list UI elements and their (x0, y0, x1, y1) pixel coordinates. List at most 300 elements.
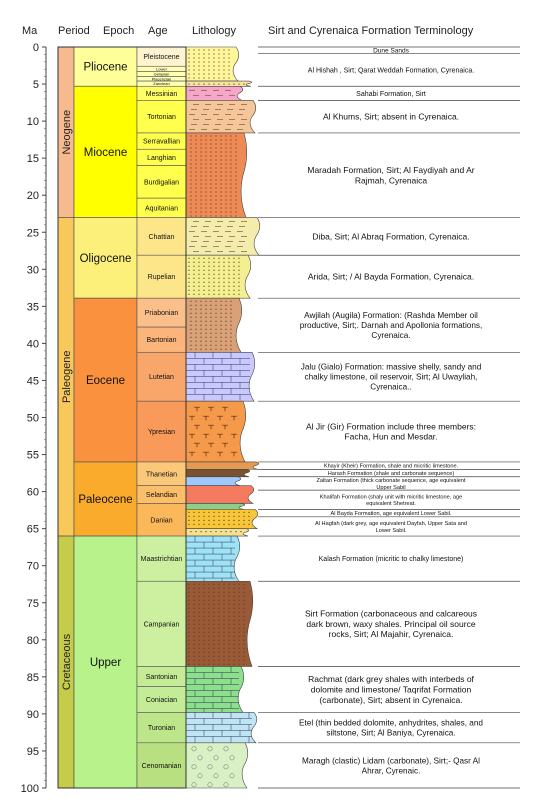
period-column (58, 47, 74, 788)
pattern-dot (200, 163, 201, 164)
terminology-text: rocks, Sirt; Al Majahir, Cyrenaica. (328, 629, 454, 640)
pattern-dot (210, 313, 211, 314)
pattern-dot (218, 77, 219, 78)
pattern-dot (218, 270, 219, 271)
age-label: Selandian (145, 492, 178, 500)
pattern-dot (200, 191, 201, 192)
pattern-dot (200, 211, 201, 212)
pattern-dot (188, 282, 189, 283)
pattern-dot (223, 266, 224, 267)
pattern-dot (233, 520, 234, 521)
pattern-dot (230, 195, 231, 196)
pattern-dot (225, 301, 226, 302)
pattern-dot (233, 294, 234, 295)
pattern-dot (248, 512, 249, 513)
pattern-dot (195, 317, 196, 318)
pattern-dot (198, 77, 199, 78)
pattern-dot (215, 187, 216, 188)
pattern-dot (195, 147, 196, 148)
pattern-dot (200, 341, 201, 342)
pattern-dot (198, 604, 199, 605)
pattern-dot (235, 211, 236, 212)
pattern-dot (190, 195, 191, 196)
pattern-dot (238, 258, 239, 259)
pattern-dot (228, 77, 229, 78)
pattern-dot (225, 195, 226, 196)
age-label: Santonian (145, 673, 178, 681)
pattern-dot (220, 337, 221, 338)
age-label: Rupelian (147, 274, 176, 282)
pattern-dot (223, 596, 224, 597)
pattern-dot (190, 215, 191, 216)
pattern-dot (193, 53, 194, 54)
pattern-dot (228, 584, 229, 585)
pattern-dot (208, 624, 209, 625)
pattern-dot (223, 65, 224, 66)
pattern-dot (213, 596, 214, 597)
pattern-dot (233, 660, 234, 661)
epoch-label: Paleocene (78, 494, 133, 507)
age-label: Cenomanian (141, 762, 182, 770)
pattern-dot (225, 179, 226, 180)
pattern-dot (233, 290, 234, 291)
ma-tick-label: 0 (32, 42, 39, 54)
pattern-dot (218, 616, 219, 617)
pattern-dot (210, 203, 211, 204)
pattern-dot (210, 135, 211, 136)
pattern-dot (225, 147, 226, 148)
pattern-dot (223, 73, 224, 74)
pattern-dot (228, 632, 229, 633)
pattern-dot (218, 286, 219, 287)
pattern-dot (203, 644, 204, 645)
period-label: Cretaceous (61, 633, 73, 691)
pattern-dot (193, 656, 194, 657)
pattern-dot (228, 83, 229, 84)
pattern-dot (205, 349, 206, 350)
pattern-dot (195, 301, 196, 302)
pattern-dot (190, 143, 191, 144)
pattern-dot (213, 592, 214, 593)
pattern-dot (193, 584, 194, 585)
pattern-dot (233, 588, 234, 589)
pattern-dot (190, 151, 191, 152)
pattern-dot (208, 262, 209, 263)
pattern-dot (213, 664, 214, 665)
pattern-dot (238, 604, 239, 605)
pattern-dot (225, 151, 226, 152)
pattern-dot (230, 309, 231, 310)
pattern-dot (188, 520, 189, 521)
pattern-dot (228, 620, 229, 621)
pattern-dot (193, 636, 194, 637)
pattern-dot (223, 660, 224, 661)
pattern-dot (223, 274, 224, 275)
pattern-dot (225, 191, 226, 192)
pattern-dot (213, 644, 214, 645)
pattern-dot (215, 135, 216, 136)
terminology-text: Jalu (Gialo) Formation: massive shelly, sandy and (300, 362, 482, 372)
pattern-dot (210, 147, 211, 148)
pattern-dot (218, 83, 219, 84)
pattern-dot (203, 624, 204, 625)
pattern-dot (200, 337, 201, 338)
pattern-dot (215, 321, 216, 322)
pattern-dot (223, 608, 224, 609)
ma-tick-label: 50 (26, 412, 39, 425)
pattern-dot (198, 286, 199, 287)
pattern-dot (200, 179, 201, 180)
pattern-dot (215, 325, 216, 326)
age-label: Burdigalian (143, 179, 180, 187)
pattern-dot (195, 345, 196, 346)
pattern-dot (230, 207, 231, 208)
pattern-dot (238, 648, 239, 649)
terminology-text: Upper Sabil (376, 484, 406, 491)
pattern-dot (238, 512, 239, 513)
pattern-dot (228, 512, 229, 513)
pattern-dot (248, 524, 249, 525)
pattern-dot (243, 652, 244, 653)
pattern-dot (215, 345, 216, 346)
age-label: Campanian (143, 621, 180, 629)
pattern-dot (233, 628, 234, 629)
pattern-dot (203, 69, 204, 70)
pattern-dot (198, 588, 199, 589)
pattern-dot (213, 516, 214, 517)
pattern-dot (228, 636, 229, 637)
pattern-dot (233, 636, 234, 637)
pattern-dot (223, 624, 224, 625)
pattern-dot (195, 333, 196, 334)
pattern-dot (218, 632, 219, 633)
pattern-dot (233, 604, 234, 605)
pattern-dot (210, 155, 211, 156)
pattern-dot (223, 664, 224, 665)
pattern-dot (230, 333, 231, 334)
age-label: Thanetian (145, 471, 178, 479)
terminology-text: Maragh (clastic) Lidam (carbonate), Sirt;- Qasr Al (302, 756, 480, 766)
pattern-dot (208, 604, 209, 605)
pattern-dot (213, 608, 214, 609)
pattern-dot (188, 656, 189, 657)
pattern-dot (208, 660, 209, 661)
pattern-dot (195, 163, 196, 164)
pattern-dot (218, 516, 219, 517)
pattern-dot (218, 600, 219, 601)
age-label: Ypresian (147, 429, 176, 437)
pattern-dot (238, 600, 239, 601)
pattern-dot (203, 660, 204, 661)
pattern-dot (198, 83, 199, 84)
pattern-dot (230, 155, 231, 156)
pattern-dot (215, 317, 216, 318)
pattern-dot (188, 278, 189, 279)
pattern-dot (228, 652, 229, 653)
pattern-dot (205, 151, 206, 152)
pattern-dot (210, 301, 211, 302)
pattern-dot (190, 183, 191, 184)
terminology-text: Sirt Formation (carbonaceous and calcareous (305, 608, 477, 619)
pattern-dot (210, 337, 211, 338)
pattern-dot (208, 644, 209, 645)
pattern-dot (218, 628, 219, 629)
pattern-dot (225, 313, 226, 314)
pattern-dot (218, 636, 219, 637)
pattern-dot (233, 278, 234, 279)
pattern-dot (208, 664, 209, 665)
lithology-unit (186, 529, 249, 536)
pattern-dot (223, 516, 224, 517)
pattern-dot (208, 73, 209, 74)
pattern-dot (230, 349, 231, 350)
pattern-dot (193, 620, 194, 621)
pattern-dot (235, 195, 236, 196)
pattern-dot (220, 333, 221, 334)
pattern-dot (233, 632, 234, 633)
pattern-dot (190, 187, 191, 188)
pattern-dot (215, 183, 216, 184)
pattern-dot (203, 648, 204, 649)
terminology-text: Zaltan Formation (thick carbonate sequence, age equivalent (316, 477, 466, 484)
age-label: Piacenzian (151, 76, 172, 82)
pattern-dot (213, 53, 214, 54)
pattern-dot (213, 262, 214, 263)
pattern-dot (243, 624, 244, 625)
pattern-dot (228, 616, 229, 617)
pattern-dot (193, 61, 194, 62)
age-label: Gelasian (153, 71, 170, 77)
pattern-dot (210, 345, 211, 346)
pattern-dot (223, 282, 224, 283)
pattern-dot (198, 616, 199, 617)
pattern-dot (238, 286, 239, 287)
pattern-dot (203, 656, 204, 657)
pattern-dot (220, 143, 221, 144)
pattern-dot (205, 309, 206, 310)
pattern-dot (203, 632, 204, 633)
pattern-dot (238, 612, 239, 613)
pattern-dot (198, 608, 199, 609)
pattern-dot (200, 531, 201, 532)
terminology-text: Rajmah, Cyrenaica (354, 175, 428, 186)
pattern-dot (235, 143, 236, 144)
pattern-dot (218, 49, 219, 50)
pattern-dot (225, 171, 226, 172)
pattern-dot (220, 135, 221, 136)
pattern-dot (188, 69, 189, 70)
pattern-dot (225, 159, 226, 160)
pattern-dot (220, 179, 221, 180)
pattern-dot (208, 258, 209, 259)
pattern-dot (218, 278, 219, 279)
pattern-dot (200, 207, 201, 208)
pattern-dot (238, 640, 239, 641)
pattern-dot (225, 175, 226, 176)
pattern-dot (208, 520, 209, 521)
pattern-dot (215, 199, 216, 200)
pattern-dot (210, 163, 211, 164)
pattern-dot (233, 600, 234, 601)
pattern-dot (203, 612, 204, 613)
pattern-dot (205, 187, 206, 188)
pattern-dot (198, 270, 199, 271)
pattern-dot (220, 349, 221, 350)
pattern-dot (195, 167, 196, 168)
pattern-dot (210, 341, 211, 342)
pattern-dot (230, 199, 231, 200)
pattern-dot (188, 616, 189, 617)
pattern-dot (233, 664, 234, 665)
pattern-dot (195, 139, 196, 140)
pattern-dot (198, 652, 199, 653)
pattern-dot (233, 644, 234, 645)
pattern-dot (225, 211, 226, 212)
pattern-dot (193, 516, 194, 517)
pattern-dot (223, 584, 224, 585)
pattern-dot (205, 199, 206, 200)
pattern-dot (210, 199, 211, 200)
pattern-dot (230, 151, 231, 152)
pattern-dot (190, 179, 191, 180)
pattern-dot (208, 592, 209, 593)
pattern-dot (205, 207, 206, 208)
ma-tick-label: 70 (26, 560, 39, 573)
pattern-dot (228, 660, 229, 661)
pattern-dot (190, 171, 191, 172)
pattern-dot (243, 632, 244, 633)
pattern-dot (210, 207, 211, 208)
pattern-dot (218, 53, 219, 54)
pattern-dot (200, 155, 201, 156)
terminology-text: dark brown, waxy shales. Principal oil source (306, 618, 476, 629)
pattern-dot (188, 270, 189, 271)
pattern-dot (208, 294, 209, 295)
pattern-dot (223, 604, 224, 605)
pattern-dot (220, 325, 221, 326)
age-label: Lower (156, 66, 167, 72)
pattern-dot (195, 155, 196, 156)
pattern-dot (215, 191, 216, 192)
terminology-text: Facha, Hun and Mesdar. (344, 431, 438, 442)
pattern-dot (223, 520, 224, 521)
pattern-dot (198, 644, 199, 645)
pattern-dot (190, 349, 191, 350)
pattern-dot (188, 83, 189, 84)
pattern-dot (210, 191, 211, 192)
pattern-dot (238, 270, 239, 271)
pattern-dot (225, 135, 226, 136)
pattern-dot (210, 159, 211, 160)
ma-tick-label: 65 (26, 523, 39, 536)
pattern-dot (213, 65, 214, 66)
terminology-text: Kalash Formation (micritic to chalky limestone) (318, 556, 464, 564)
terminology-text: chalky limestone, oil reservoir, Sirt; Al Uwayliah, (304, 372, 478, 382)
pattern-dot (203, 584, 204, 585)
pattern-dot (213, 588, 214, 589)
terminology-text: Arida, Sirt; / Al Bayda Formation, Cyrenaica. (307, 271, 475, 282)
lithology-unit (186, 469, 250, 476)
pattern-dot (225, 349, 226, 350)
pattern-dot (225, 325, 226, 326)
pattern-dot (215, 207, 216, 208)
pattern-dot (213, 294, 214, 295)
pattern-dot (208, 648, 209, 649)
pattern-dot (235, 155, 236, 156)
pattern-dot (188, 624, 189, 625)
pattern-dot (223, 270, 224, 271)
pattern-dot (215, 179, 216, 180)
pattern-dot (198, 69, 199, 70)
pattern-dot (205, 531, 206, 532)
pattern-dot (220, 309, 221, 310)
pattern-dot (238, 278, 239, 279)
pattern-dot (210, 305, 211, 306)
pattern-dot (233, 584, 234, 585)
pattern-dot (190, 337, 191, 338)
pattern-dot (225, 207, 226, 208)
pattern-dot (213, 282, 214, 283)
pattern-dot (230, 325, 231, 326)
pattern-dot (228, 294, 229, 295)
ma-tick-label: 30 (26, 264, 39, 277)
pattern-dot (195, 531, 196, 532)
pattern-dot (228, 624, 229, 625)
pattern-dot (228, 49, 229, 50)
pattern-dot (238, 282, 239, 283)
ma-tick-label: 55 (26, 449, 39, 462)
epoch-label: Miocene (83, 146, 128, 159)
pattern-dot (230, 187, 231, 188)
pattern-dot (218, 656, 219, 657)
pattern-dot (228, 524, 229, 525)
terminology-text: Al Hishah , Sirt; Qarat Weddah Formation, Cyrenaica. (307, 67, 475, 75)
pattern-dot (218, 608, 219, 609)
pattern-dot (220, 151, 221, 152)
pattern-dot (243, 616, 244, 617)
pattern-dot (218, 592, 219, 593)
pattern-dot (215, 203, 216, 204)
pattern-dot (225, 341, 226, 342)
pattern-dot (223, 53, 224, 54)
terminology-text: productive, Sirt;. Darnah and Apollonia formations, (299, 321, 483, 331)
pattern-dot (223, 644, 224, 645)
pattern-dot (238, 524, 239, 525)
pattern-dot (225, 333, 226, 334)
pattern-dot (190, 345, 191, 346)
pattern-dot (215, 151, 216, 152)
pattern-dot (208, 49, 209, 50)
pattern-dot (205, 167, 206, 168)
pattern-dot (198, 600, 199, 601)
pattern-dot (225, 317, 226, 318)
pattern-dot (188, 608, 189, 609)
pattern-dot (208, 278, 209, 279)
pattern-dot (193, 57, 194, 58)
pattern-dot (188, 290, 189, 291)
pattern-dot (203, 290, 204, 291)
pattern-dot (243, 516, 244, 517)
pattern-dot (208, 628, 209, 629)
pattern-dot (198, 656, 199, 657)
terminology-text: Awjilah (Augila) Formation: (Rashda Member oil (304, 311, 478, 321)
pattern-dot (195, 305, 196, 306)
pattern-dot (218, 660, 219, 661)
pattern-dot (205, 215, 206, 216)
pattern-dot (220, 317, 221, 318)
pattern-dot (235, 151, 236, 152)
pattern-dot (233, 274, 234, 275)
